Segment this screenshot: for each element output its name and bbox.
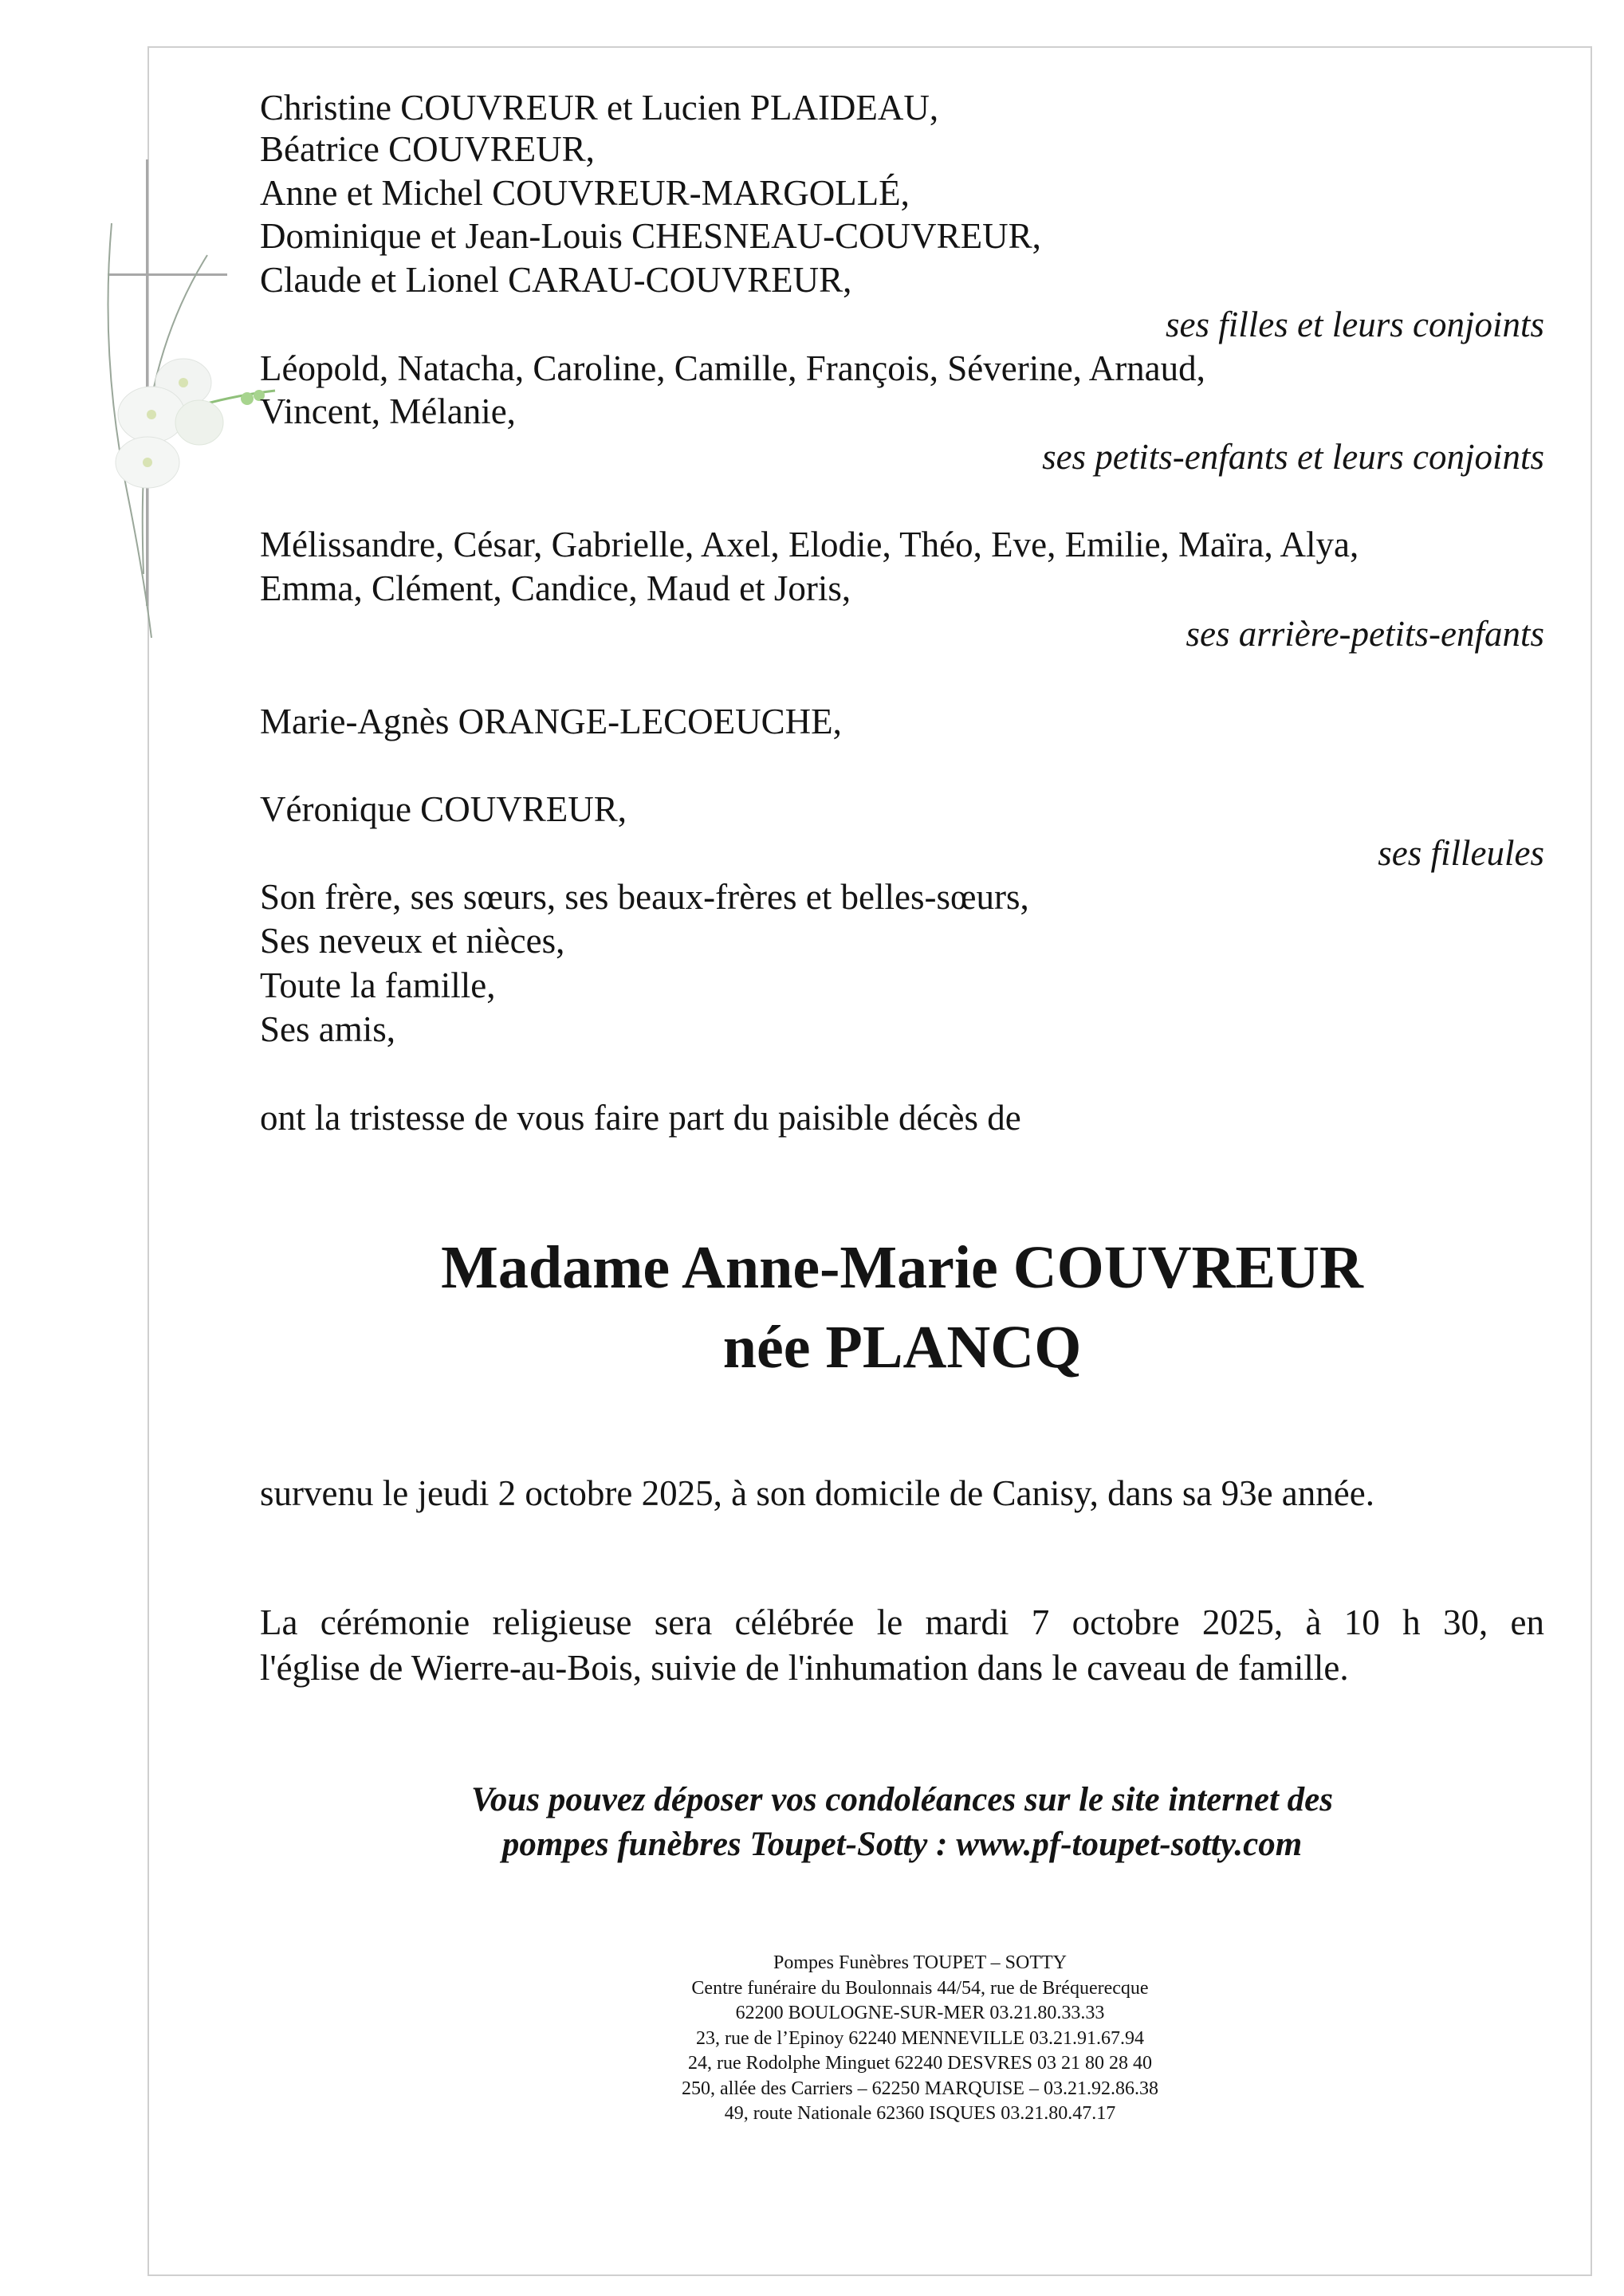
deceased-maiden-name: née PLANCQ bbox=[722, 1314, 1082, 1381]
ceremony-paragraph bbox=[260, 1600, 1544, 1691]
footer-line: Pompes Funèbres TOUPET – SOTTY bbox=[773, 1952, 1067, 1973]
grandchildren-caption: ses petits-enfants et leurs conjoints bbox=[1042, 437, 1544, 477]
condolences-line: pompes funèbres Toupet-Sotty : www.pf-toupet-sotty.com bbox=[501, 1826, 1303, 1863]
footer-line: 62200 BOULOGNE-SUR-MER 03.21.80.33.33 bbox=[735, 2003, 1105, 2023]
goddaughter-line: Marie-Agnès ORANGE-LECOEUCHE, bbox=[260, 702, 842, 741]
great-grandchildren-caption: ses arrière-petits-enfants bbox=[1186, 614, 1544, 654]
relatives-line: Son frère, ses sœurs, ses beaux-frères et belles-sœurs, bbox=[260, 877, 1029, 917]
goddaughters-caption: ses filleules bbox=[1378, 833, 1544, 873]
footer-line: 24, rue Rodolphe Minguet 62240 DESVRES 03 21 80 28 40 bbox=[688, 2053, 1152, 2074]
daughter-line: Anne et Michel COUVREUR-MARGOLLÉ, bbox=[260, 173, 910, 213]
condolences-line: Vous pouvez déposer vos condoléances sur le site internet des bbox=[471, 1781, 1333, 1818]
funeral-home-footer bbox=[558, 1951, 1282, 2127]
grandchildren-line: Vincent, Mélanie, bbox=[260, 391, 516, 431]
great-grandchildren-line: Mélissandre, César, Gabrielle, Axel, Elodie, Théo, Eve, Emilie, Maïra, Alya, bbox=[260, 525, 1359, 564]
announcement: ont la tristesse de vous faire part du paisible décès de bbox=[260, 1098, 1021, 1138]
daughters-caption: ses filles et leurs conjoints bbox=[1166, 305, 1544, 344]
condolences-notice bbox=[260, 1778, 1544, 1867]
footer-line: Centre funéraire du Boulonnais 44/54, rue de Bréquerecque bbox=[691, 1977, 1149, 1999]
relatives-line: Ses neveux et nièces, bbox=[260, 921, 565, 961]
footer-line: 23, rue de l’Epinoy 62240 MENNEVILLE 03.21.91.67.94 bbox=[696, 2027, 1144, 2049]
footer-line: 250, allée des Carriers – 62250 MARQUISE – 03.21.92.86.38 bbox=[682, 2078, 1158, 2099]
ceremony-line: La cérémonie religieuse sera célébrée le mardi 7 octobre 2025, à 10 h 30, en bbox=[260, 1602, 1544, 1642]
daughter-line: Claude et Lionel CARAU-COUVREUR, bbox=[260, 260, 852, 300]
daughter-line: Béatrice COUVREUR, bbox=[260, 129, 595, 169]
footer-line: 49, route Nationale 62360 ISQUES 03.21.80.47.17 bbox=[724, 2103, 1116, 2124]
daughter-line: Christine COUVREUR et Lucien PLAIDEAU, bbox=[260, 88, 939, 128]
ceremony-line: l'église de Wierre-au-Bois, suivie de l'inhumation dans le caveau de famille. bbox=[260, 1648, 1349, 1688]
goddaughter-line: Véronique COUVREUR, bbox=[260, 789, 627, 829]
daughter-line: Dominique et Jean-Louis CHESNEAU-COUVREUR, bbox=[260, 216, 1041, 256]
relatives-line: Ses amis, bbox=[260, 1009, 396, 1049]
great-grandchildren-line: Emma, Clément, Candice, Maud et Joris, bbox=[260, 568, 851, 608]
deceased-name: Madame Anne-Marie COUVREUR bbox=[441, 1234, 1363, 1301]
grandchildren-line: Léopold, Natacha, Caroline, Camille, François, Séverine, Arnaud, bbox=[260, 348, 1205, 388]
death-details: survenu le jeudi 2 octobre 2025, à son domicile de Canisy, dans sa 93e année. bbox=[260, 1473, 1374, 1513]
relatives-line: Toute la famille, bbox=[260, 965, 496, 1005]
